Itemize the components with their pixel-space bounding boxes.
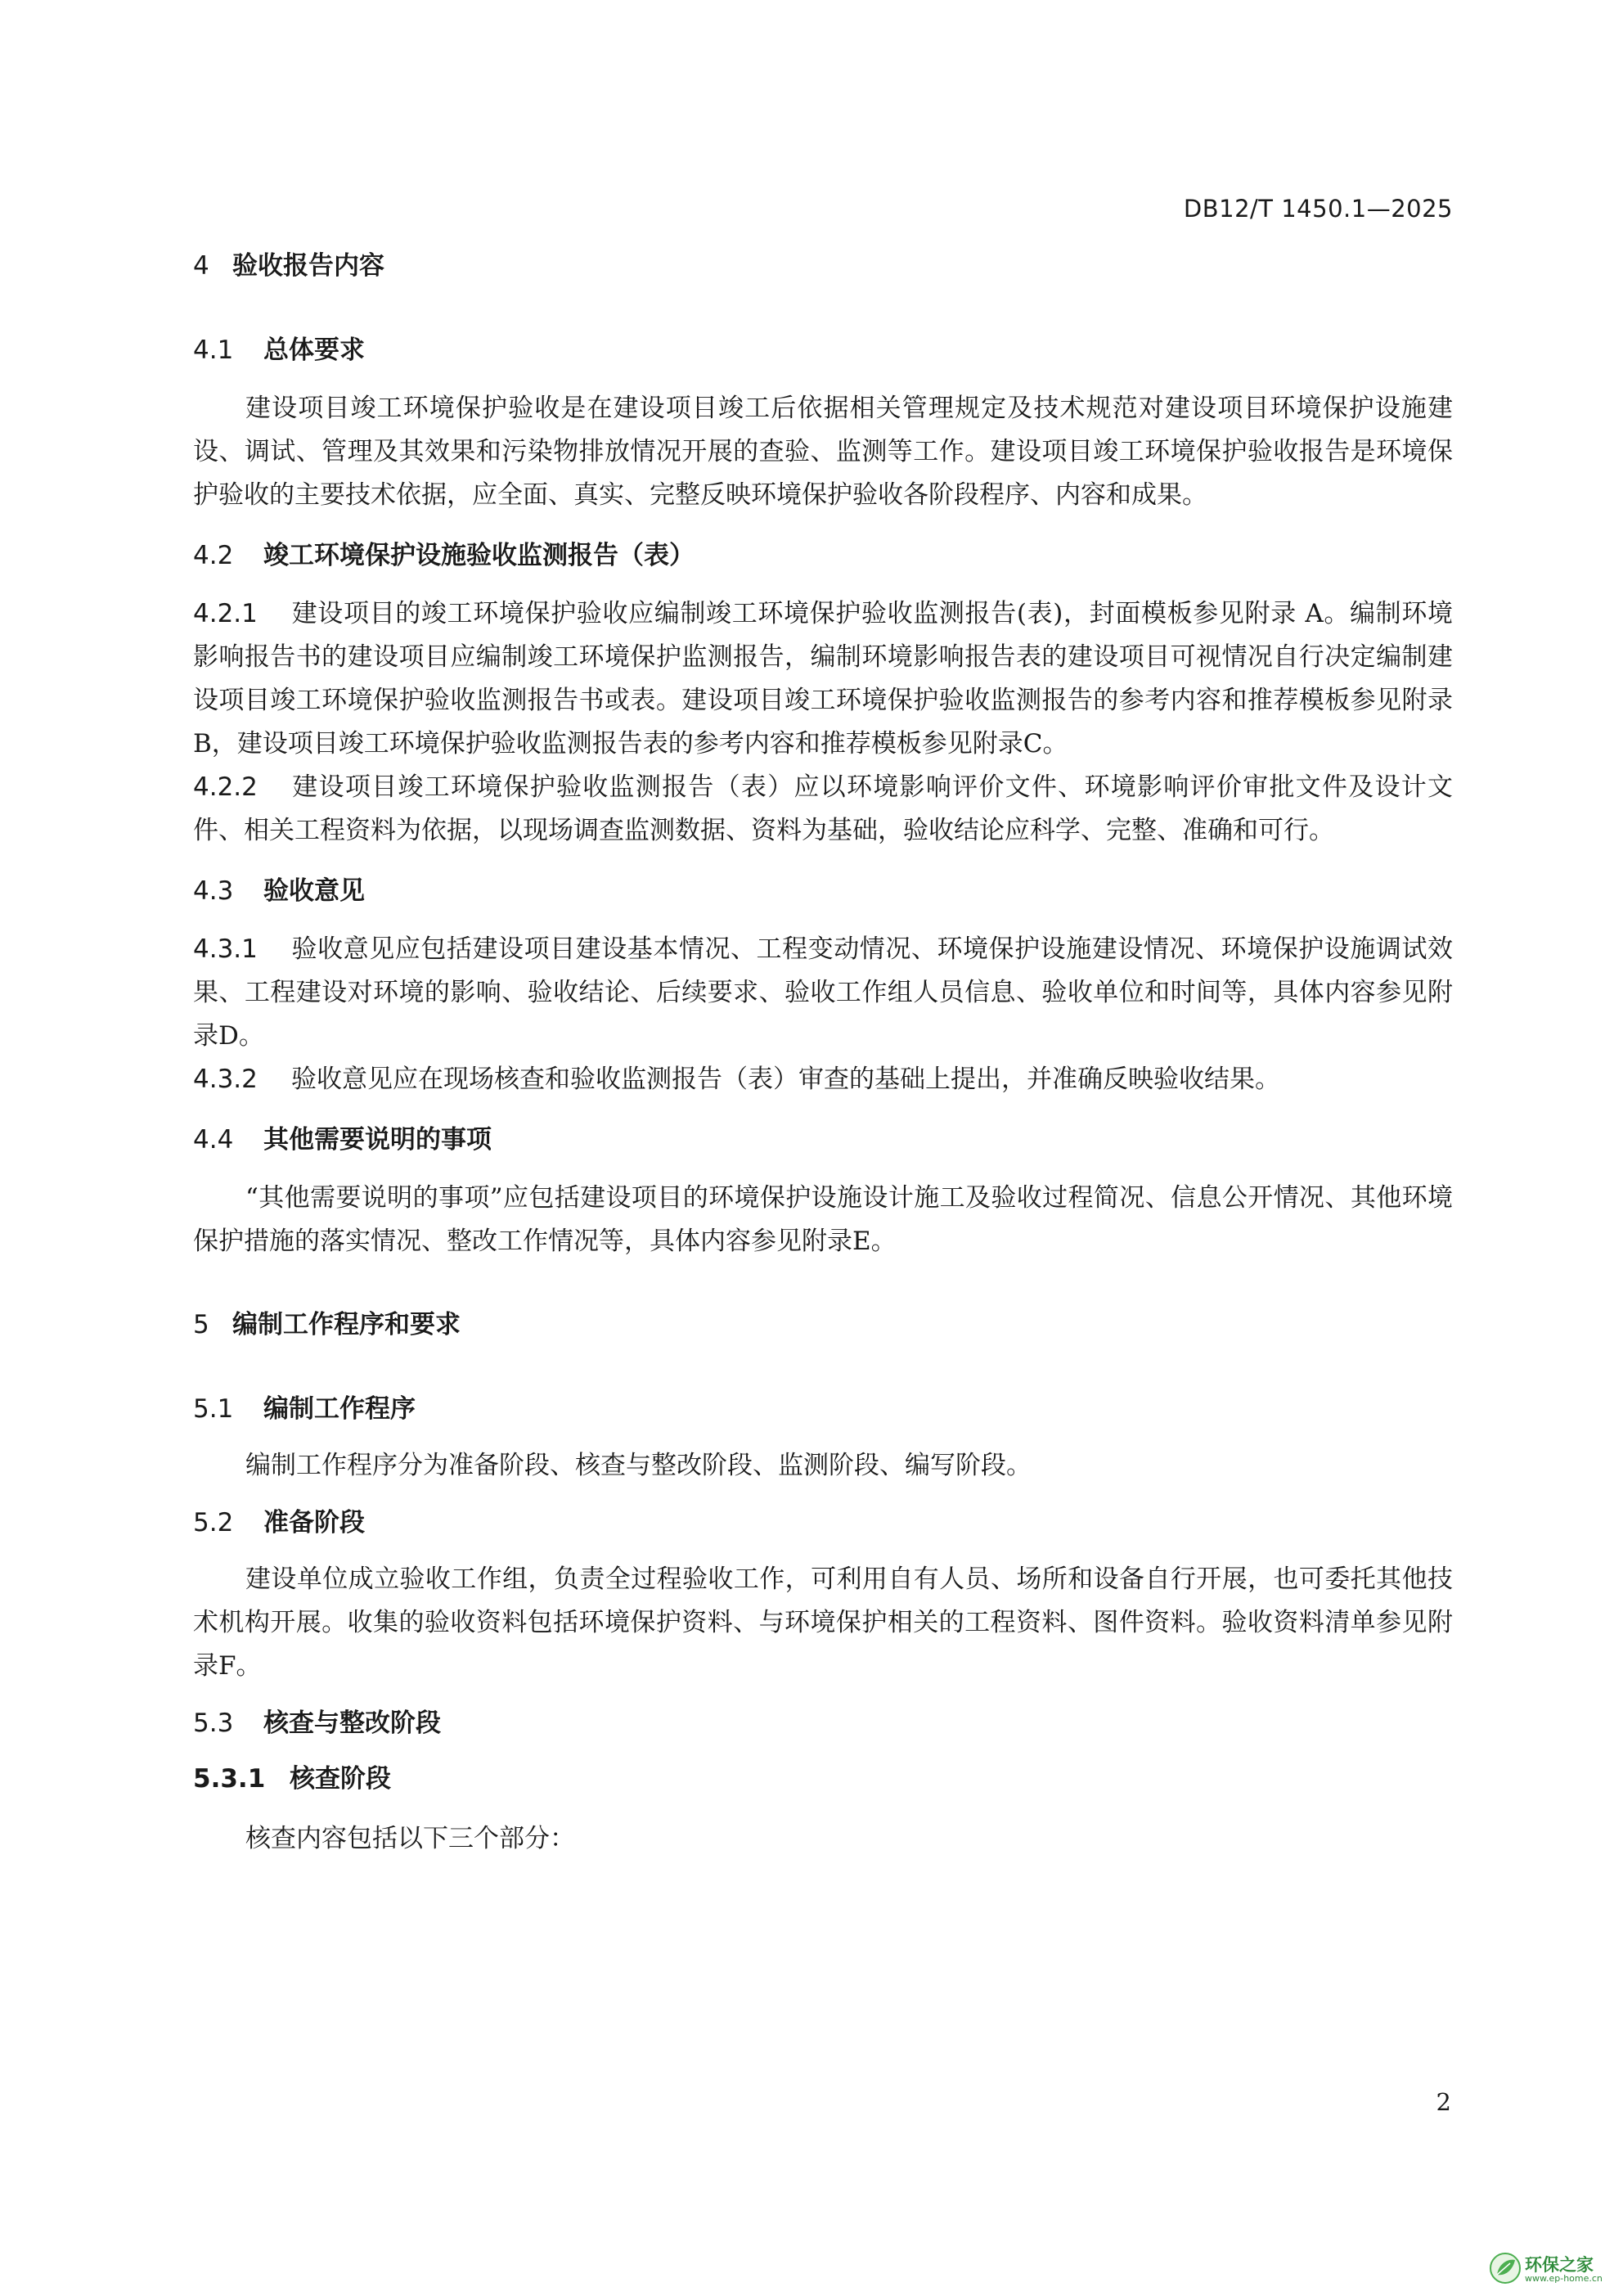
section-title: 验收意见 bbox=[263, 876, 365, 906]
section-5-heading bbox=[193, 1304, 1453, 1345]
section-5-2-heading bbox=[193, 1502, 1453, 1543]
section-title: 编制工作程序 bbox=[263, 1394, 416, 1424]
section-4-3-heading bbox=[193, 871, 1453, 912]
section-number: 5.3 bbox=[193, 1708, 234, 1738]
section-5-3-1-heading bbox=[193, 1758, 1453, 1799]
paragraph: 建设单位成立验收工作组，负责全过程验收工作，可利用自有人员、场所和设备自行开展，也可委托其他技术机构开展。收集的验收资料包括环境保护资料、与环境保护相关的工程资料、图件资料。验收资料清单参见附录F。 bbox=[193, 1564, 1453, 1681]
section-number: 5.1 bbox=[193, 1394, 234, 1424]
watermark-name: 环保之家 bbox=[1525, 2255, 1594, 2275]
clause-text: 验收意见应包括建设项目建设基本情况、工程变动情况、环境保护设施建设情况、环境保护设施调试效果、工程建设对环境的影响、验收结论、后续要求、验收工作组人员信息、验收单位和时间等，具体内容参见附录D。 bbox=[193, 934, 1453, 1051]
clause-number: 4.2.2 bbox=[193, 772, 258, 802]
paragraph: 建设项目竣工环境保护验收是在建设项目竣工后依据相关管理规定及技术规范对建设项目环境保护设施建设、调试、管理及其效果和污染物排放情况开展的查验、监测等工作。建设项目竣工环境保护验收报告是环境保护验收的主要技术依据，应全面、真实、完整反映环境保护验收各阶段程序、内容和成果。 bbox=[193, 394, 1453, 510]
section-number: 4.1 bbox=[193, 335, 234, 365]
clause-4-2-2 bbox=[193, 766, 1453, 853]
section-number: 4.2 bbox=[193, 541, 234, 570]
section-title: 准备阶段 bbox=[263, 1508, 365, 1537]
section-4-4-heading bbox=[193, 1119, 1453, 1160]
section-4-2-heading bbox=[193, 535, 1453, 576]
section-number: 5.2 bbox=[193, 1508, 234, 1537]
clause-4-2-1 bbox=[193, 592, 1453, 766]
clause-4-3-1 bbox=[193, 928, 1453, 1058]
clause-number: 4.3.1 bbox=[193, 934, 258, 964]
section-title: 验收报告内容 bbox=[232, 251, 384, 281]
clause-text: 验收意见应在现场核查和验收监测报告（表）审查的基础上提出，并准确反映验收结果。 bbox=[291, 1065, 1280, 1094]
section-number: 5.3.1 bbox=[193, 1764, 266, 1794]
leaf-logo-icon bbox=[1489, 2252, 1522, 2285]
section-title: 总体要求 bbox=[263, 335, 365, 365]
section-number: 4 bbox=[193, 251, 209, 281]
section-title: 编制工作程序和要求 bbox=[232, 1310, 461, 1339]
document-id: DB12/T 1450.1—2025 bbox=[1183, 195, 1453, 223]
section-number: 4.3 bbox=[193, 876, 234, 906]
document-body bbox=[193, 245, 1453, 1861]
section-4-1-heading bbox=[193, 330, 1453, 371]
section-5-1-heading bbox=[193, 1389, 1453, 1429]
section-number: 4.4 bbox=[193, 1125, 234, 1155]
clause-text: 建设项目竣工环境保护验收监测报告（表）应以环境影响评价文件、环境影响评价审批文件及设计文件、相关工程资料为依据，以现场调查监测数据、资料为基础，验收结论应科学、完整、准确和可行。 bbox=[193, 772, 1453, 845]
clause-4-3-2 bbox=[193, 1058, 1453, 1101]
paragraph: 核查内容包括以下三个部分： bbox=[245, 1824, 575, 1853]
section-number: 5 bbox=[193, 1310, 209, 1339]
page-number: 2 bbox=[1436, 2088, 1451, 2116]
clause-text: 建设项目的竣工环境保护验收应编制竣工环境保护验收监测报告(表)，封面模板参见附录 A。编制环境影响报告书的建设项目应编制竣工环境保护监测报告，编制环境影响报告表的建设项目可视情况自行决定编制建设项目竣工环境保护验收监测报告书或表。建设项目竣工环境保护验收监测报告的参考内容和推荐模板参见附录B，建设项目竣工环境保护验收监测报告表的参考内容和推荐模板参见附录C。 bbox=[193, 599, 1453, 759]
paragraph: “其他需要说明的事项”应包括建设项目的环境保护设施设计施工及验收过程简况、信息公开情况、其他环境保护措施的落实情况、整改工作情况等，具体内容参见附录E。 bbox=[193, 1183, 1453, 1256]
clause-number: 4.2.1 bbox=[193, 599, 258, 628]
clause-number: 4.3.2 bbox=[193, 1065, 258, 1094]
section-4-heading bbox=[193, 245, 1453, 286]
watermark bbox=[1489, 2250, 1612, 2288]
section-title: 核查与整改阶段 bbox=[263, 1708, 441, 1738]
section-title: 其他需要说明的事项 bbox=[263, 1125, 492, 1155]
section-title: 核查阶段 bbox=[290, 1764, 391, 1794]
section-title: 竣工环境保护设施验收监测报告（表） bbox=[263, 541, 695, 570]
paragraph: 编制工作程序分为准备阶段、核查与整改阶段、监测阶段、编写阶段。 bbox=[245, 1451, 1032, 1480]
watermark-url: www.ep-home.cn bbox=[1525, 2273, 1603, 2284]
section-5-3-heading bbox=[193, 1703, 1453, 1744]
